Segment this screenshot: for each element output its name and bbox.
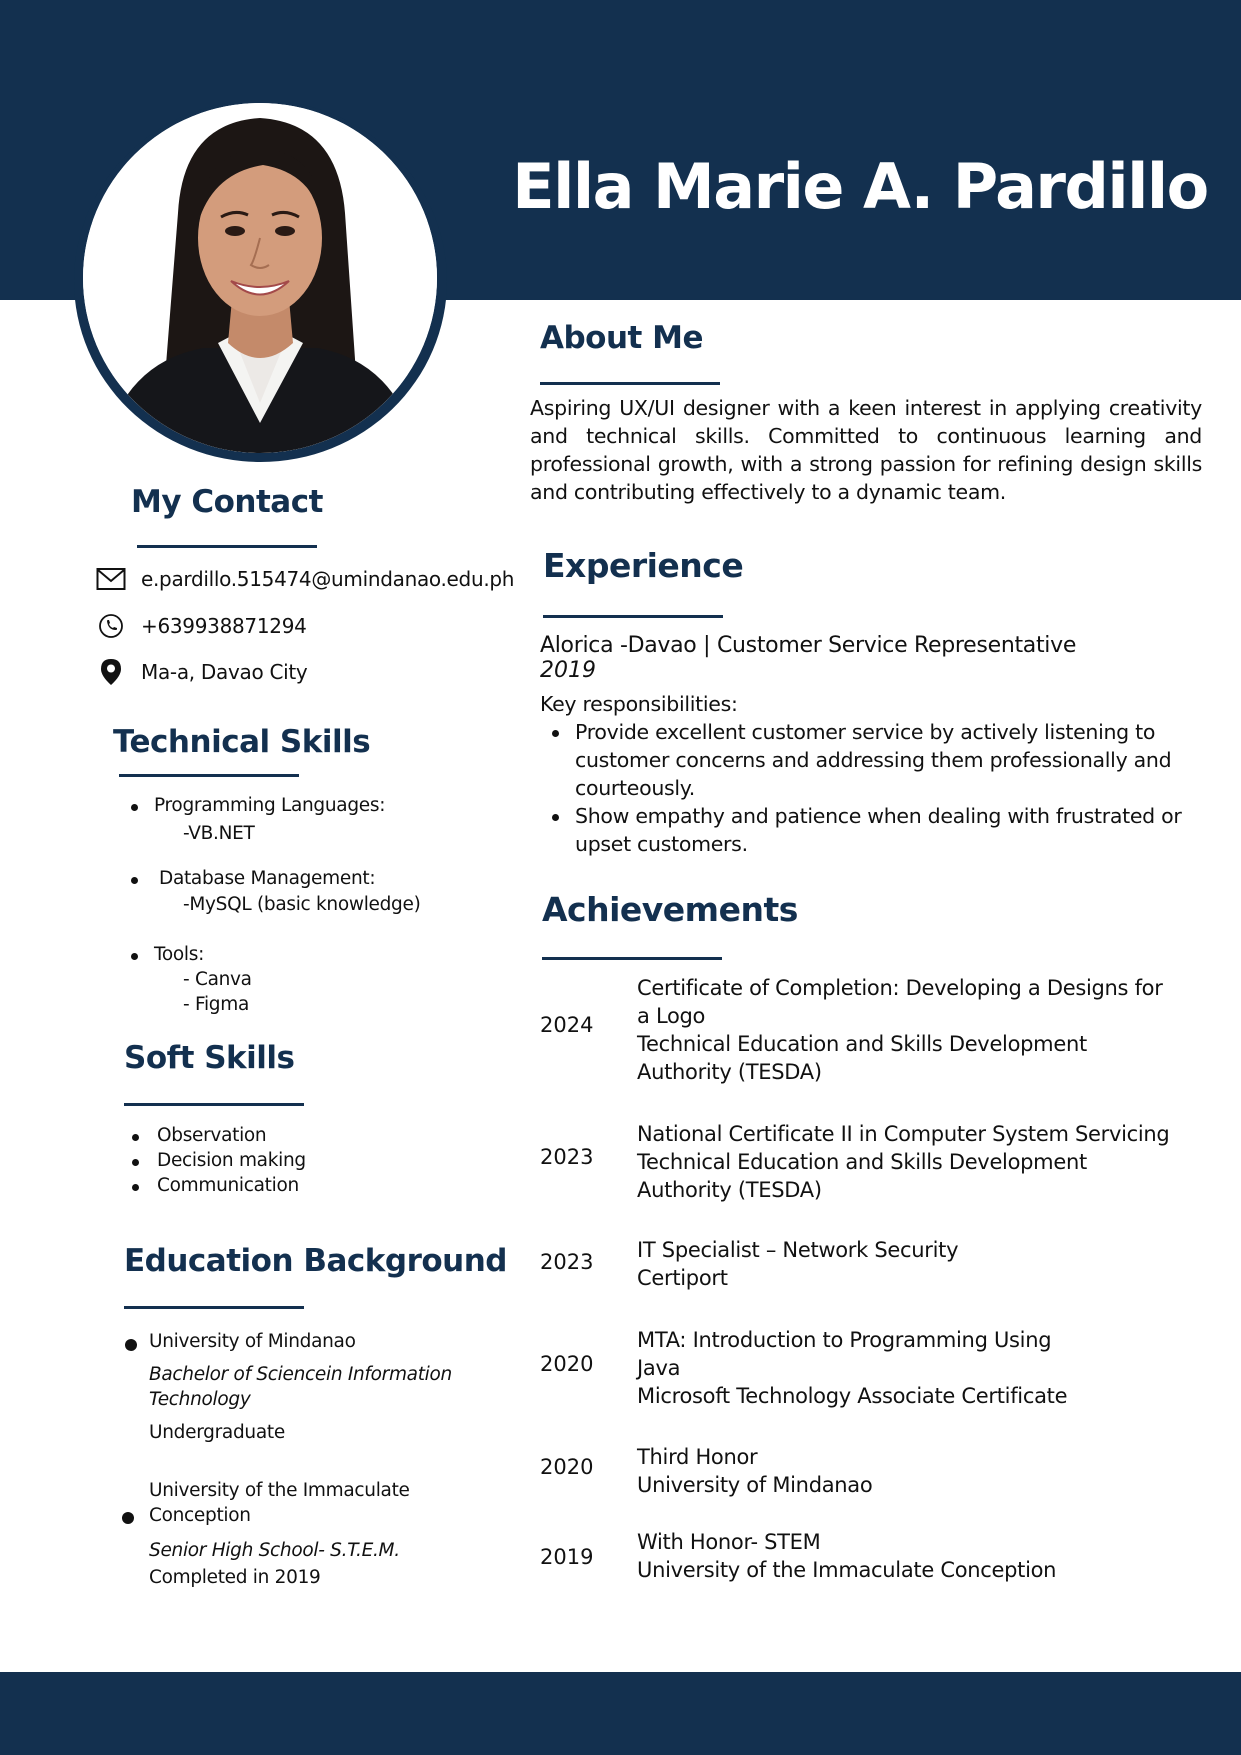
- education-heading: Education Background: [124, 1243, 507, 1279]
- experience-responsibility: Provide excellent customer service by actively listening to customer concerns and addressing them professionally and courteously.: [575, 720, 1172, 800]
- about-heading: About Me: [540, 320, 704, 356]
- about-text: Aspiring UX/UI designer with a keen interest in applying creativity and technical skills. Committed to continuous learning and professional growth, with a strong passion for refining design skills and contributing effectively to a dynamic team.: [530, 396, 1202, 504]
- bullet: [125, 1339, 137, 1351]
- achievement-issuer: Microsoft Technology Associate Certificate: [637, 1384, 1068, 1408]
- experience-resp-title: Key responsibilities:: [540, 692, 738, 716]
- experience-heading: Experience: [543, 546, 744, 585]
- achievements-rule: [542, 957, 722, 960]
- contact-heading: My Contact: [131, 484, 323, 520]
- bullet: [552, 730, 559, 737]
- profile-photo-frame: [74, 100, 447, 462]
- achievement-issuer: University of the Immaculate Conception: [637, 1558, 1057, 1582]
- about-rule: [540, 382, 720, 385]
- soft-skills-rule: [124, 1103, 304, 1106]
- achievement-year: 2024: [540, 1013, 594, 1037]
- candidate-name: Ella Marie A. Pardillo: [512, 150, 1208, 223]
- profile-photo: [83, 103, 437, 453]
- experience-role: Alorica -Davao | Customer Service Representative: [540, 633, 1077, 658]
- achievement-title: MTA: Introduction to Programming Using Java: [637, 1328, 1052, 1380]
- contact-rule: [137, 545, 317, 548]
- achievement-issuer: University of Mindanao: [637, 1473, 873, 1497]
- education-status: Undergraduate: [149, 1422, 285, 1443]
- achievement-item: [637, 1120, 1197, 1204]
- achievement-item: [637, 974, 1197, 1086]
- achievement-year: 2019: [540, 1545, 594, 1569]
- contact-phone-row[interactable]: [95, 610, 307, 642]
- bullet: [131, 953, 138, 960]
- contact-location: Ma-a, Davao City: [141, 660, 308, 684]
- achievement-item: [637, 1236, 1197, 1292]
- education-school: University of Mindanao: [149, 1331, 356, 1352]
- education-school: University of the Immaculate Conception: [149, 1480, 410, 1526]
- achievement-item: [637, 1326, 1197, 1410]
- skill-label: Programming Languages:: [154, 795, 386, 816]
- achievement-item: [637, 1443, 1197, 1499]
- skill-detail: -MySQL (basic knowledge): [183, 894, 421, 915]
- achievement-title: With Honor- STEM: [637, 1530, 821, 1554]
- education-program: Bachelor of Sciencein Information Technology: [149, 1364, 452, 1410]
- profile-photo-illustration: [83, 103, 437, 453]
- education-program: Senior High School- S.T.E.M.: [149, 1540, 400, 1561]
- soft-skill-item: Decision making: [157, 1150, 306, 1171]
- achievement-year: 2023: [540, 1250, 594, 1274]
- contact-email[interactable]: e.pardillo.515474@umindanao.edu.ph: [141, 567, 515, 591]
- bullet: [131, 877, 138, 884]
- bullet: [132, 1159, 139, 1166]
- bullet: [552, 814, 559, 821]
- skill-detail: - Canva: [183, 969, 252, 990]
- contact-location-row: [95, 656, 307, 688]
- skill-label: Tools:: [154, 944, 205, 965]
- phone-icon: [95, 610, 127, 642]
- skill-detail: - Figma: [183, 994, 249, 1015]
- footer-band: [0, 1672, 1241, 1755]
- bullet: [132, 1184, 139, 1191]
- technical-skills-rule: [119, 774, 299, 777]
- skill-label: Database Management:: [159, 868, 376, 889]
- experience-rule: [543, 615, 723, 618]
- education-status: Completed in 2019: [149, 1567, 321, 1588]
- mail-icon: [95, 563, 127, 595]
- education-rule: [124, 1306, 304, 1309]
- achievement-year: 2020: [540, 1352, 594, 1376]
- achievement-title: National Certificate II in Computer System Servicing: [637, 1122, 1170, 1146]
- contact-phone[interactable]: +639938871294: [141, 614, 307, 638]
- experience-responsibility: Show empathy and patience when dealing with frustrated or upset customers.: [575, 804, 1182, 856]
- experience-year: 2019: [540, 658, 596, 683]
- soft-skill-item: Communication: [157, 1175, 299, 1196]
- bullet: [132, 1134, 139, 1141]
- achievement-title: Certificate of Completion: Developing a Designs for a Logo: [637, 976, 1163, 1028]
- map-pin-icon: [95, 656, 127, 688]
- bullet: [122, 1512, 134, 1524]
- achievement-year: 2020: [540, 1455, 594, 1479]
- contact-email-row[interactable]: [95, 563, 514, 595]
- bullet: [131, 804, 138, 811]
- soft-skill-item: Observation: [157, 1125, 267, 1146]
- achievement-issuer: Technical Education and Skills Development Authority (TESDA): [637, 1150, 1087, 1202]
- achievement-title: Third Honor: [637, 1445, 758, 1469]
- achievement-item: [637, 1528, 1197, 1584]
- technical-skills-heading: Technical Skills: [113, 724, 371, 760]
- skill-detail: -VB.NET: [183, 823, 255, 844]
- soft-skills-heading: Soft Skills: [124, 1040, 295, 1076]
- achievement-title: IT Specialist – Network Security: [637, 1238, 959, 1262]
- achievements-heading: Achievements: [542, 890, 798, 929]
- achievement-issuer: Certiport: [637, 1266, 728, 1290]
- achievement-issuer: Technical Education and Skills Development Authority (TESDA): [637, 1032, 1087, 1084]
- achievement-year: 2023: [540, 1145, 594, 1169]
